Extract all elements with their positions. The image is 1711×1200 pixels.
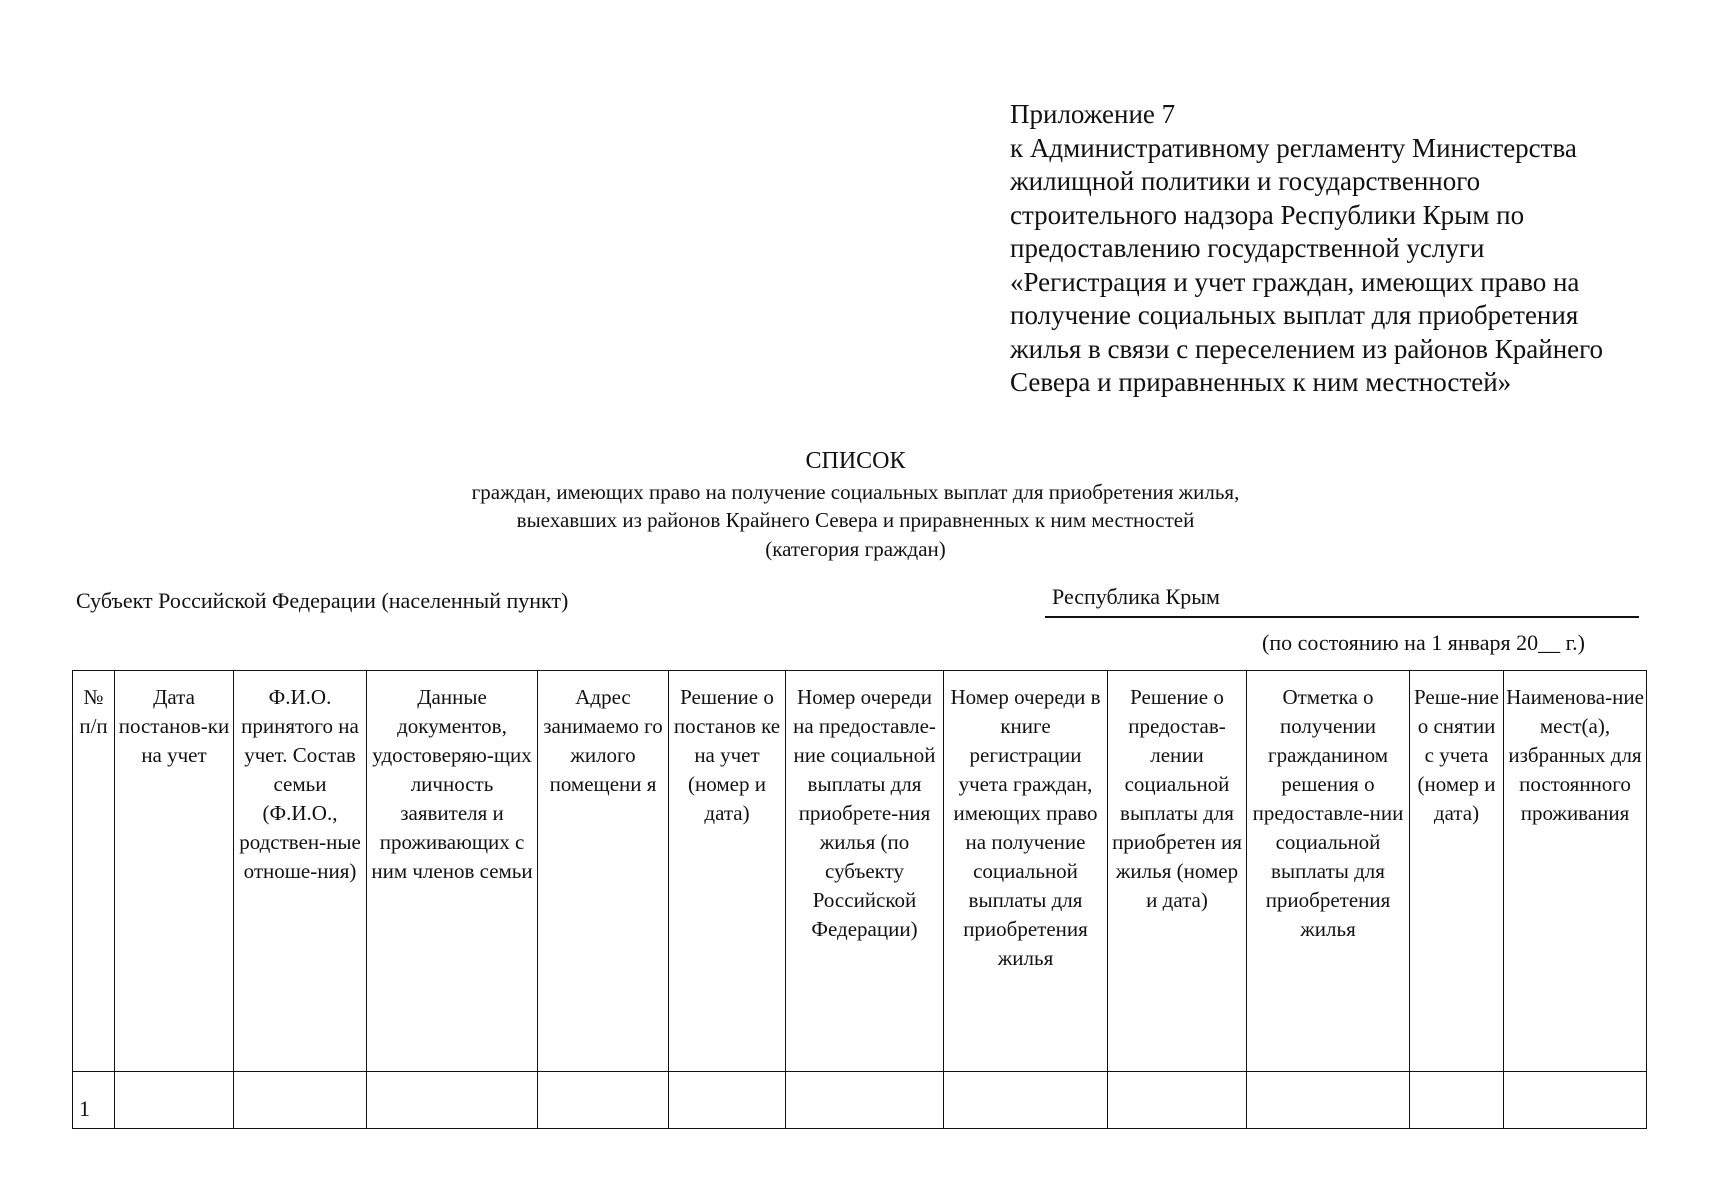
table-cell [367, 1072, 538, 1129]
column-header-registration-decision: Решение о постанов ке на учет (номер и дата) [669, 671, 786, 1072]
list-subtitle-line-2: выехавших из районов Крайнего Севера и приравненных к ним местностей [516, 508, 1195, 532]
subject-value: Республика Крым [1052, 584, 1220, 609]
column-header-payment-decision: Решение о предостав-лении социальной выплаты для приобретен ия жилья (номер и дата) [1108, 671, 1247, 1072]
appendix-line: к Административному регламенту Министерства [1010, 132, 1577, 163]
citizens-table [72, 670, 1647, 1129]
list-category: (категория граждан) [765, 537, 946, 561]
subject-underline [1045, 616, 1639, 618]
column-header-identity-documents: Данные документов, удостоверяю-щих личность заявителя и проживающих с ним членов семьи [367, 671, 538, 1072]
table-cell [1108, 1072, 1247, 1129]
appendix-line: жилищной политики и государственного [1010, 166, 1481, 196]
table-cell [786, 1072, 944, 1129]
appendix-line: «Регистрация и учет граждан, имеющих право на [1010, 266, 1580, 297]
appendix-line: строительного надзора Республики Крым по [1010, 199, 1525, 230]
column-header-queue-number-subject: Номер очереди на предоставле-ние социальной выплаты для приобрете-ния жилья (по субъекту Российской Федерации) [786, 671, 944, 1072]
table-cell [234, 1072, 367, 1129]
column-header-queue-number-book: Номер очереди в книге регистрации учета граждан, имеющих право на получение социальной выплаты для приобретения жилья [944, 671, 1108, 1072]
appendix-line: получение социальных выплат для приобретения [1010, 300, 1579, 330]
table-cell [1504, 1072, 1647, 1129]
table-header-row [73, 671, 1647, 1072]
appendix-line: Севера и приравненных к ним местностей» [1010, 367, 1512, 397]
column-header-full-name: Ф.И.О. принятого на учет. Состав семьи (Ф.И.О., родствен-ные отноше-ния) [234, 671, 367, 1072]
table-cell [115, 1072, 234, 1129]
column-header-number: № п/п [73, 671, 115, 1072]
appendix-line: предоставлению государственной услуги [1010, 233, 1485, 263]
column-header-receipt-mark: Отметка о получении гражданином решения о предоставле-нии социальной выплаты для приобретения жилья [1247, 671, 1410, 1072]
table-cell [1247, 1072, 1410, 1129]
table-cell [1410, 1072, 1504, 1129]
as-of-date: (по состоянию на 1 января 20__ г.) [1262, 630, 1585, 655]
column-header-chosen-places: Наименова-ние мест(а), избранных для постоянного проживания [1504, 671, 1647, 1072]
list-title: СПИСОК [805, 448, 906, 474]
table-cell: 1 [73, 1072, 115, 1129]
column-header-address: Адрес занимаемо го жилого помещени я [538, 671, 669, 1072]
appendix-block [1010, 98, 1690, 400]
appendix-line: жилья в связи с переселением из районов Крайнего [1010, 333, 1604, 364]
column-header-registration-date: Дата постанов-ки на учет [115, 671, 234, 1072]
table-cell [669, 1072, 786, 1129]
table-row [73, 1072, 1647, 1129]
column-header-removal-decision: Реше-ние о снятии с учета (номер и дата) [1410, 671, 1504, 1072]
list-subtitle-line-1: граждан, имеющих право на получение социальных выплат для приобретения жилья, [471, 480, 1240, 504]
table-cell [944, 1072, 1108, 1129]
subject-label: Субъект Российской Федерации (населенный пункт) [76, 588, 569, 613]
table-cell [538, 1072, 669, 1129]
appendix-line: Приложение 7 [1010, 99, 1176, 129]
